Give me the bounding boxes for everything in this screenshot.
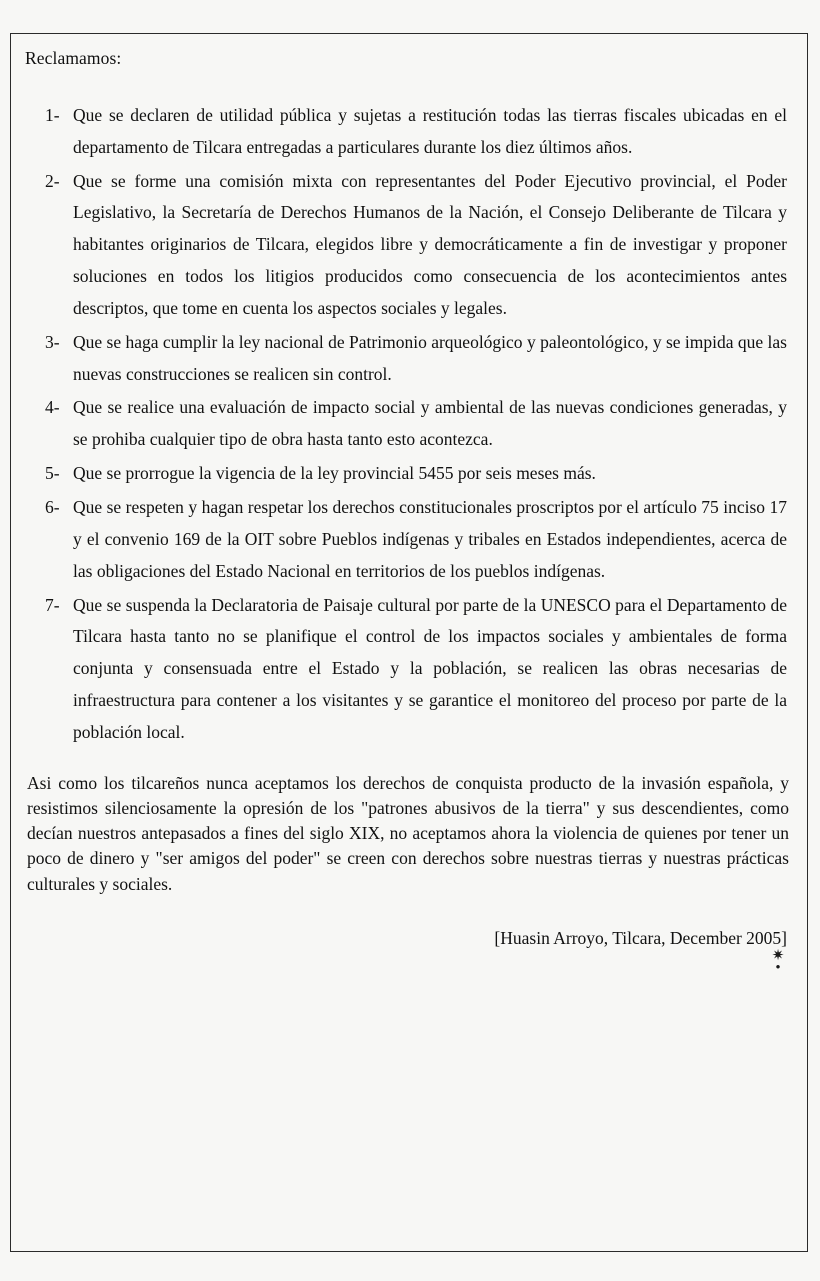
document-frame <box>10 33 808 1252</box>
demand-marker: 1- <box>45 104 60 125</box>
attribution-line: [Huasin Arroyo, Tilcara, December 2005] <box>494 927 787 948</box>
demand-item-4 <box>43 392 791 456</box>
demand-marker: 3- <box>45 331 60 352</box>
demand-text: Que se realice una evaluación de impacto social y ambiental de las nuevas condiciones generadas, y se prohiba cualquier tipo de obra hasta tanto esto acontezca. <box>73 397 787 450</box>
demand-text: Que se respeten y hagan respetar los derechos constitucionales proscriptos por el artículo 75 inciso 17 y el convenio 169 de la OIT sobre Pueblos indígenas y tribales en Estados independientes, acerca de las obligaciones del Estado Nacional en territorios de los pueblos indígenas. <box>73 497 787 581</box>
demand-item-3 <box>43 327 791 391</box>
margin-asterisk-icon <box>771 948 785 976</box>
asterisk-glyph: ✷ <box>771 948 785 964</box>
closing-paragraph: Asi como los tilcareños nunca aceptamos los derechos de conquista producto de la invasión española, y resistimos silenciosamente la opresión de los "patrones abusivos de la tierra" y sus descendientes, como decían nuestros antepasados a fines del siglo XIX, no aceptamos ahora la violencia de quienes por tener un poco de dinero y "ser amigos del poder" se creen con derechos sobre nuestras tierras y nuestras prácticas culturales y sociales. <box>27 772 789 894</box>
demand-marker: 7- <box>45 594 60 615</box>
demand-item-1 <box>43 100 791 164</box>
demand-marker: 6- <box>45 497 60 517</box>
intro-heading: Reclamamos: <box>25 48 122 68</box>
demand-item-7 <box>43 590 791 749</box>
demand-text: Que se haga cumplir la ley nacional de Patrimonio arqueológico y paleontológico, y se impida que las nuevas construcciones se realicen sin control. <box>73 331 787 384</box>
demand-text: Que se forme una comisión mixta con representantes del Poder Ejecutivo provincial, el Poder Legislativo, la Secretaría de Derechos Humanos de la Nación, el Consejo Deliberante de Tilcara y habitantes originarios de Tilcara, elegidos libre y democráticamente a fin de investigar y proponer soluciones en todos los litigios producidos como consecuencia de los acontecimientos antes descriptos, que tome en cuenta los aspectos sociales y legales. <box>73 170 787 318</box>
demand-text: Que se suspenda la Declaratoria de Paisaje cultural por parte de la UNESCO para el Departamento de Tilcara hasta tanto no se planifique el control de los impactos sociales y ambientales de forma conjunta y consensuada entre el Estado y la población, se realicen las obras necesarias de infraestructura para contener a los visitantes y se garantice el monitoreo del proceso por parte de la población local. <box>73 594 787 742</box>
demand-text: Que se prorrogue la vigencia de la ley provincial 5455 por seis meses más. <box>73 463 596 484</box>
demand-text: Que se declaren de utilidad pública y sujetas a restitución todas las tierras fiscales ubicadas en el departamento de Tilcara entregadas a particulares durante los diez últimos años. <box>73 104 787 157</box>
demand-marker: 4- <box>45 397 60 418</box>
demand-item-6 <box>43 492 791 588</box>
demands-list <box>43 100 791 749</box>
demand-marker: 2- <box>45 170 60 191</box>
demand-marker: 5- <box>45 463 60 484</box>
demand-item-5 <box>43 458 791 490</box>
demand-item-2 <box>43 166 791 325</box>
dot-glyph: • <box>775 959 781 976</box>
